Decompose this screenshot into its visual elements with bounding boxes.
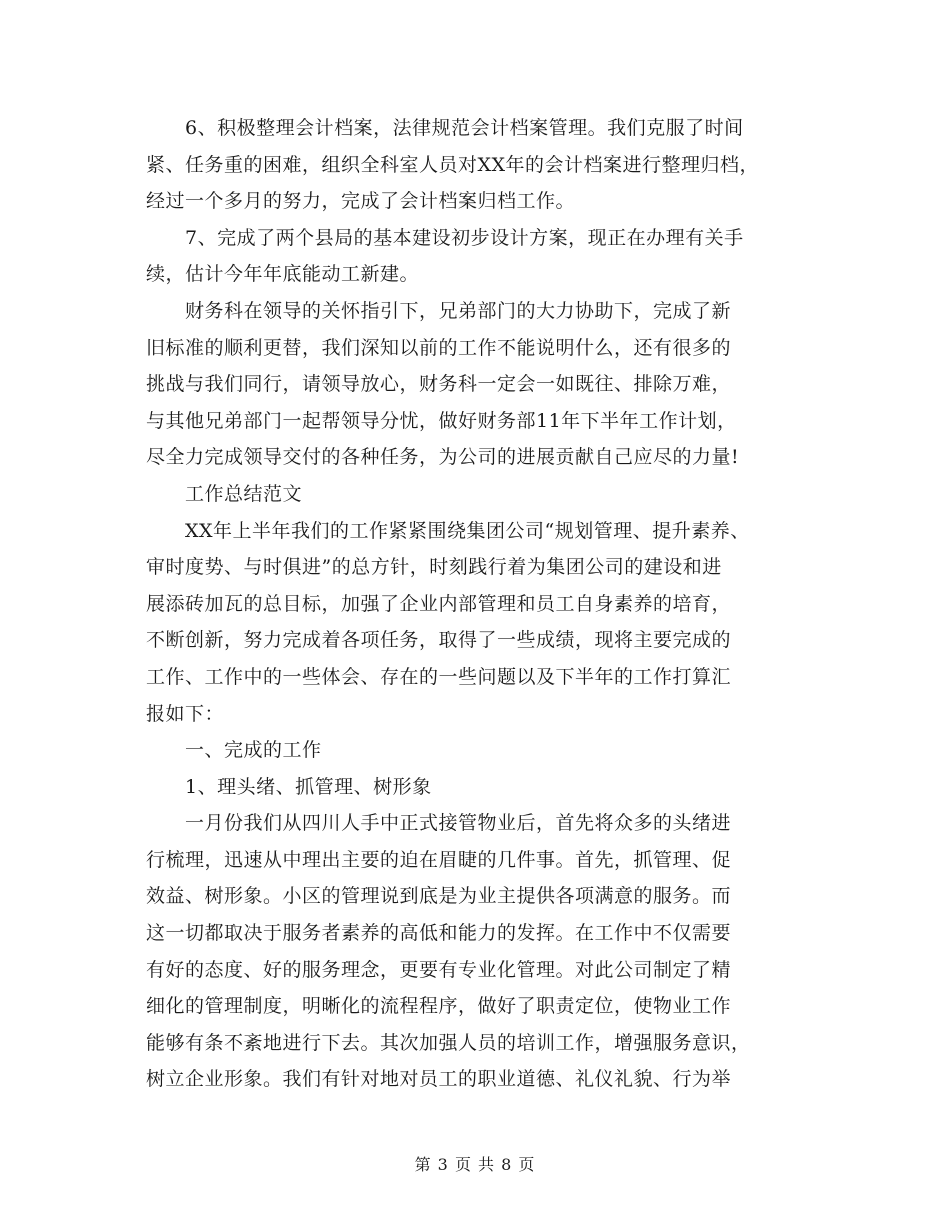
text-line: 经过一个多月的努力，完成了会计档案归档工作。 [146,190,576,213]
text-line: 行梳理，迅速从中理出主要的迫在眉睫的几件事。首先，抓管理、促 [146,848,732,871]
text-line: 财务科在领导的关怀指引下，兄弟部门的大力协助下，完成了新 [185,299,732,322]
text-line: 工作总结范文 [185,482,303,505]
text-line: 紧、任务重的困难，组织全科室人员对XX年的会计档案进行整理归档， [146,153,760,176]
text-line: 旧标准的顺利更替，我们深知以前的工作不能说明什么，还有很多的 [146,336,732,359]
text-line: 续，估计今年年底能动工新建。 [146,263,420,286]
text-line: 细化的管理制度，明晰化的流程程序，做好了职责定位，使物业工作 [146,995,732,1018]
text-line: 能够有条不紊地进行下去。其次加强人员的培训工作，增强服务意识， [146,1031,751,1054]
text-line: 有好的态度、好的服务理念，更要有专业化管理。对此公司制定了精 [146,958,732,981]
text-line: 1、理头绪、抓管理、树形象 [185,775,432,798]
text-line: XX年上半年我们的工作紧紧围绕集团公司“规划管理、提升素养、 [185,519,750,542]
text-line: 7、完成了两个县局的基本建设初步设计方案，现正在办理有关手 [185,226,744,249]
text-line: 展添砖加瓦的总目标，加强了企业内部管理和员工自身素养的培育， [146,592,732,615]
text-line: 工作、工作中的一些体会、存在的一些问题以及下半年的工作打算汇 [146,665,732,688]
text-line: 效益、树形象。小区的管理说到底是为业主提供各项满意的服务。而 [146,885,732,908]
text-line: 6、积极整理会计档案，法律规范会计档案管理。我们克服了时间 [185,117,744,139]
text-line: 尽全力完成领导交付的各种任务，为公司的进展贡献自己应尽的力量! [146,446,740,469]
page-footer: 第 3 页 共 8 页 [414,1155,536,1174]
text-line: 挑战与我们同行，请领导放心，财务科一定会一如既往、排除万难， [146,373,732,396]
text-line: 审时度势、与时俱进”的总方针，时刻践行着为集团公司的建设和进 [146,556,722,579]
text-line: 树立企业形象。我们有针对地对员工的职业道德、礼仪礼貌、行为举 [146,1068,732,1091]
text-line: 不断创新，努力完成着各项任务，取得了一些成绩，现将主要完成的 [146,629,732,652]
body-text [146,110,826,1098]
text-line: 一、完成的工作 [185,739,322,762]
text-line: 报如下： [146,702,225,725]
text-line: 这一切都取决于服务者素养的高低和能力的发挥。在工作中不仅需要 [146,922,732,945]
text-line: 一月份我们从四川人手中正式接管物业后，首先将众多的头绪进 [185,812,732,835]
text-line: 与其他兄弟部门一起帮领导分忧，做好财务部11年下半年工作计划， [146,409,737,432]
